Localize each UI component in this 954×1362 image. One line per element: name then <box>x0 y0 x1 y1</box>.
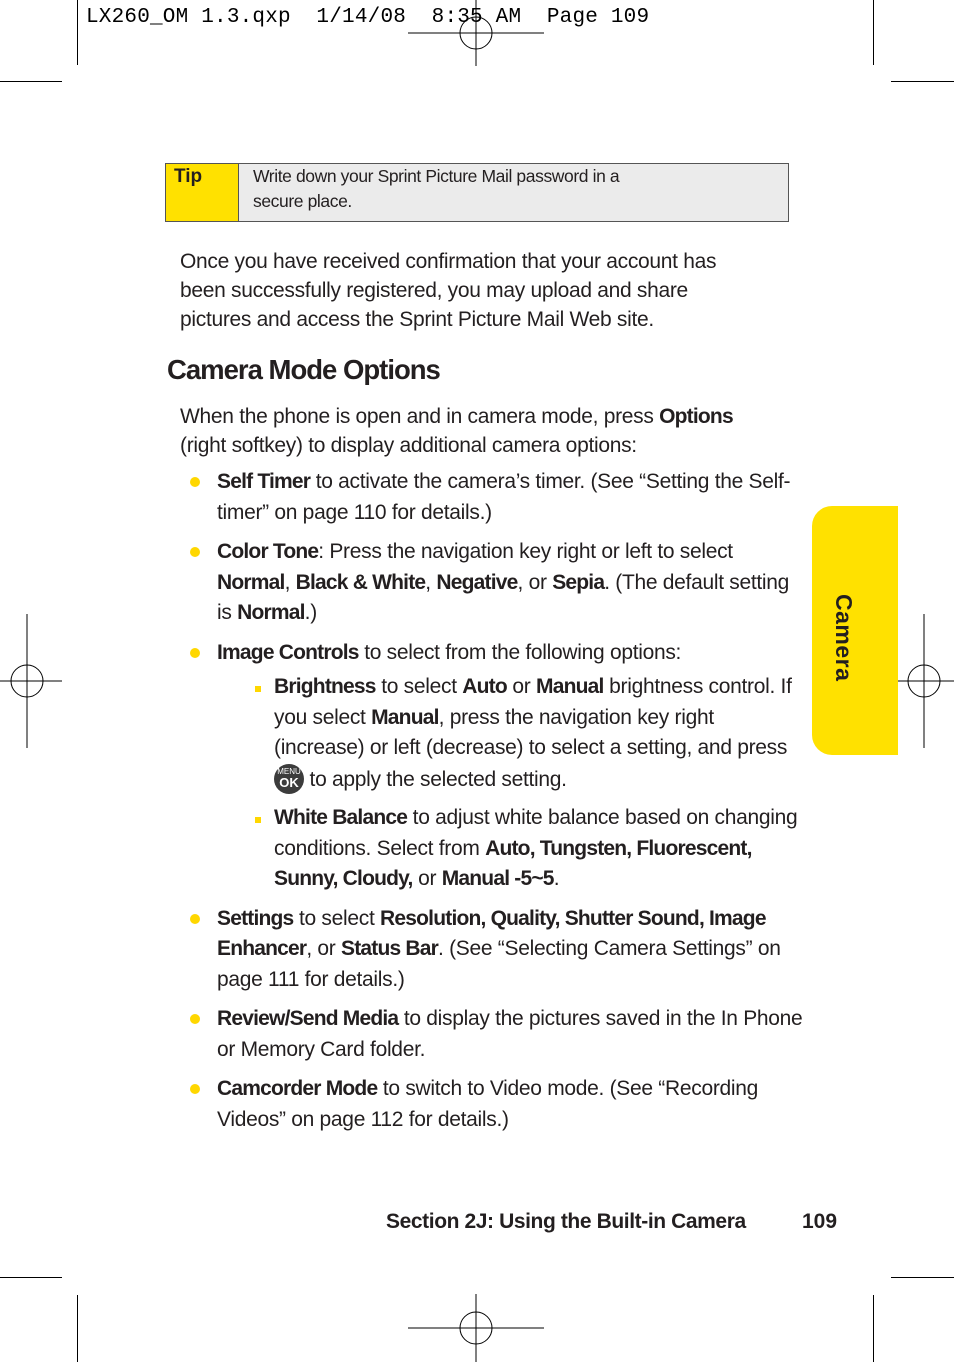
option-description: to select from the following options: <box>358 640 682 664</box>
bullet-dot-icon <box>190 1014 200 1024</box>
list-item-self-timer <box>188 467 808 528</box>
registration-mark-icon <box>891 614 954 748</box>
option-value: Manual -5~5 <box>441 867 554 890</box>
intro-paragraph <box>180 247 716 334</box>
separator: , <box>284 570 296 594</box>
option-value: Auto, Tungsten, Fluorescent, Sunny, Cloudy, <box>274 836 752 890</box>
sub-item-brightness <box>245 672 808 795</box>
key-label: MENU <box>277 766 301 776</box>
option-description: to activate the camera’s timer. (See “Setting the Self-timer” on page 110 for details.) <box>217 470 791 524</box>
option-value: Normal <box>237 601 305 624</box>
separator: or <box>412 867 442 890</box>
registration-mark-icon <box>408 1294 544 1362</box>
bullet-dot-icon <box>190 648 200 658</box>
bullet-dot-icon <box>190 477 200 487</box>
separator: , or <box>306 937 341 960</box>
crop-mark <box>77 0 78 65</box>
option-name: White Balance <box>274 806 408 829</box>
option-description: to select <box>293 906 381 930</box>
chapter-tab-label: Camera <box>831 594 857 682</box>
option-name: Self Timer <box>217 470 311 493</box>
option-value: Black & White <box>295 570 426 594</box>
bullet-dot-icon <box>190 547 200 557</box>
crop-mark <box>0 1277 62 1278</box>
tip-text-line: secure place. <box>253 191 352 211</box>
bullet-square-icon <box>255 686 261 692</box>
list-item-settings <box>188 904 808 996</box>
option-description: , press the navigation key right (increase) or left (decrease) to select a setting, and press <box>274 705 788 759</box>
sub-item-white-balance <box>245 803 808 895</box>
tip-text <box>239 164 788 221</box>
option-description: . (The default setting is <box>217 570 790 624</box>
section-heading: Camera Mode Options <box>167 354 440 385</box>
option-description: to switch to Video mode. (See “Recording Videos” on page 112 for details.) <box>217 1077 759 1131</box>
crop-mark <box>873 1295 874 1362</box>
options-list <box>188 467 808 1144</box>
option-value: Negative <box>436 570 518 594</box>
option-description: to select <box>375 675 463 698</box>
list-item-color-tone <box>188 537 808 629</box>
separator: or <box>506 675 537 698</box>
lead-text: When the phone is open and in camera mode, press <box>180 405 660 428</box>
option-description: . (See “Selecting Camera Settings” on page 111 for details.) <box>217 937 781 991</box>
bullet-dot-icon <box>190 1084 200 1094</box>
option-value: Resolution, Quality, Shutter Sound, Image Enhancer <box>217 906 766 960</box>
separator: . <box>553 867 560 890</box>
list-item-review-send-media <box>188 1004 808 1065</box>
option-description: : Press the navigation key right or left to select <box>318 540 733 563</box>
registration-mark-icon <box>0 614 62 748</box>
lead-paragraph <box>180 402 733 460</box>
registration-mark-icon <box>408 0 544 66</box>
crop-mark <box>891 1277 954 1278</box>
option-name: Color Tone <box>217 540 319 563</box>
list-item-image-controls <box>188 638 808 895</box>
tip-box <box>165 163 789 222</box>
key-label: OK <box>279 774 299 790</box>
separator: .) <box>304 601 317 624</box>
option-name: Camcorder Mode <box>217 1077 378 1100</box>
intro-line: pictures and access the Sprint Picture Mail Web site. <box>180 308 654 331</box>
option-value: Manual <box>536 675 604 698</box>
option-value: Manual <box>371 705 439 729</box>
crop-mark <box>77 1295 78 1362</box>
separator: , or <box>517 570 553 594</box>
options-softkey-label: Options <box>659 405 733 428</box>
tip-text-line: Write down your Sprint Picture Mail password in a <box>253 166 620 186</box>
option-value: Normal <box>217 570 285 594</box>
option-name: Image Controls <box>217 640 359 664</box>
bullet-dot-icon <box>190 914 200 924</box>
chapter-side-tab <box>812 506 898 755</box>
crop-mark <box>0 81 62 82</box>
option-name: Settings <box>217 906 294 930</box>
option-description: brightness control. If you select <box>274 675 792 729</box>
bullet-square-icon <box>255 817 261 823</box>
option-value: Status Bar <box>341 937 439 960</box>
footer-section-title: Section 2J: Using the Built-in Camera <box>386 1210 746 1233</box>
page-number: 109 <box>802 1210 838 1233</box>
list-item-camcorder-mode <box>188 1074 808 1135</box>
crop-mark <box>891 81 954 82</box>
print-slug: LX260_OM 1.3.qxp 1/14/08 8:35 AM Page 109 <box>86 6 650 29</box>
option-name: Review/Send Media <box>217 1007 399 1030</box>
lead-text: (right softkey) to display additional camera options: <box>180 434 637 457</box>
option-description: to display the pictures saved in the In Phone or Memory Card folder. <box>217 1007 803 1061</box>
option-value: Auto <box>462 675 507 698</box>
intro-line: Once you have received confirmation that your account has <box>180 250 717 273</box>
crop-mark <box>873 0 874 65</box>
option-description: to apply the selected setting. <box>304 767 567 791</box>
intro-line: been successfully registered, you may upload and share <box>180 279 688 302</box>
option-description: to adjust white balance based on changing conditions. Select from <box>274 806 798 860</box>
option-value: Sepia <box>552 570 605 594</box>
menu-ok-key-icon <box>274 764 304 794</box>
separator: , <box>425 570 437 594</box>
option-name: Brightness <box>274 675 376 698</box>
tip-label: Tip <box>166 164 239 221</box>
